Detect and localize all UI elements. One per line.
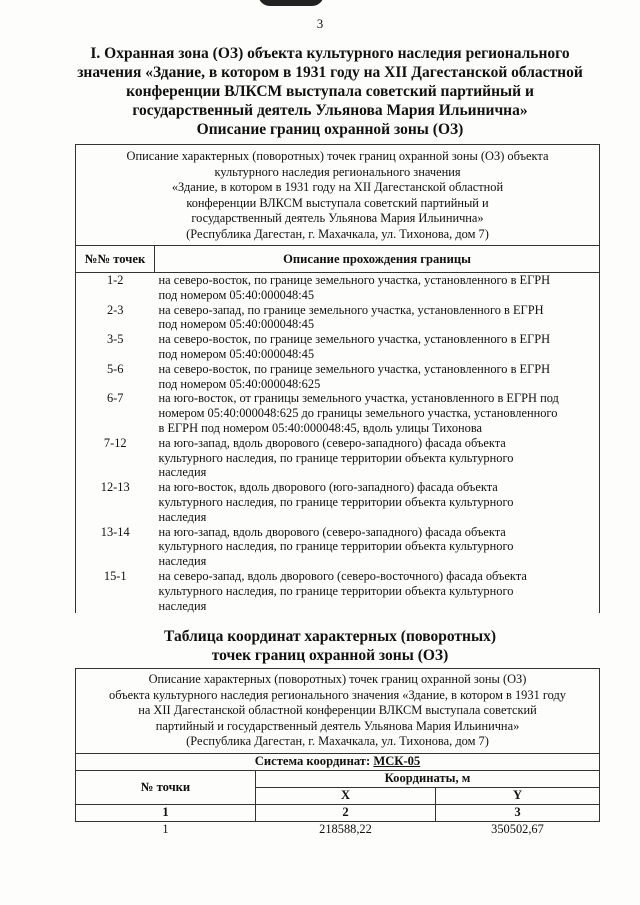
segment-description (155, 436, 600, 480)
description-line: на северо-запад, по границе земельного участка, установленного в ЕГРН (158, 302, 544, 317)
description-line: под номером 05:40:000048:45 (158, 346, 315, 361)
segment-description (155, 569, 600, 613)
coordinates-table (75, 668, 600, 837)
segment-description (155, 362, 600, 392)
column-header-coordinates: Координаты, м (256, 770, 600, 787)
description-line: под номером 05:40:000048:45 (158, 287, 315, 302)
table-row (76, 273, 600, 303)
point-number: 1 (162, 821, 169, 836)
segment-description (155, 273, 600, 303)
table-row (76, 569, 600, 613)
table1-header-line: Описание характерных (поворотных) точек границ охранной зоны (ОЗ) объекта (126, 149, 549, 163)
description-line: наследия (158, 598, 207, 613)
segment-points: 12-13 (100, 480, 130, 495)
title-line: значения «Здание, в котором в 1931 году на XII Дагестанской областной (77, 64, 583, 81)
column-number: 3 (436, 804, 600, 821)
segment-description (155, 480, 600, 524)
table2-header-line: объекта культурного наследия регионального значения «Здание, в котором в 1931 году (109, 687, 566, 702)
description-line: наследия (158, 509, 207, 524)
table1-header-line: государственный деятель Ульянова Мария Ильинична» (191, 211, 484, 225)
title-line: государственный деятель Ульянова Мария Ильинична» (132, 102, 528, 119)
coordinate-y: 350502,67 (491, 821, 544, 836)
table2-header-line: Описание характерных (поворотных) точек границ охранной зоны (ОЗ) (148, 672, 527, 686)
description-line: на юго-запад, вдоль дворового (северо-западного) фасада объекта (158, 435, 506, 450)
table1-header-line: «Здание, в котором в 1931 году на XII Дагестанской областной (171, 180, 504, 194)
page-number: 3 (316, 16, 324, 31)
table2-header-line: партийный и государственный деятель Ульянова Мария Ильинична» (155, 718, 520, 733)
table-row (76, 391, 600, 435)
table2-header-line: (Республика Дагестан, г. Махачкала, ул. Тихонова, дом 7) (186, 734, 489, 748)
description-line: наследия (158, 465, 207, 480)
table-row (76, 525, 600, 569)
description-line: на северо-восток, по границе земельного участка, установленного в ЕГРН (158, 361, 551, 376)
scan-artifact (258, 0, 324, 6)
segment-points: 1-2 (106, 273, 124, 287)
segment-points: 5-6 (106, 361, 124, 376)
section-title (60, 44, 600, 139)
title-line: I. Охранная зона (ОЗ) объекта культурного наследия регионального (90, 45, 570, 62)
subtitle-line: Таблица координат характерных (поворотных) (164, 628, 496, 645)
column-header-description: Описание прохождения границы (155, 246, 600, 273)
description-line: на юго-восток, вдоль дворового (юго-западного) фасада объекта (158, 480, 498, 495)
description-line: на северо-запад, вдоль дворового (северо-восточного) фасада объекта (158, 568, 527, 583)
segment-points: 15-1 (103, 568, 127, 583)
description-line: культурного наследия, по границе территории объекта культурного (158, 494, 514, 509)
table1-header-line: конференции ВЛКСМ выступала советский партийный и (186, 195, 489, 210)
boundary-description-table (75, 144, 600, 613)
description-line: культурного наследия, по границе территории объекта культурного (158, 539, 514, 554)
segment-points: 2-3 (106, 302, 124, 317)
description-line: культурного наследия, по границе территории объекта культурного (158, 583, 514, 598)
description-line: на юго-запад, вдоль дворового (северо-западного) фасада объекта (158, 524, 506, 539)
title-line: Описание границ охранной зоны (ОЗ) (196, 121, 464, 138)
title-line: конференции ВЛКСМ выступала советский партийный и (126, 83, 534, 100)
segment-points: 6-7 (106, 391, 124, 406)
description-line: на северо-восток, по границе земельного участка, установленного в ЕГРН (158, 332, 551, 347)
table-row (76, 303, 600, 333)
table2-header-line: на XII Дагестанской областной конференции ВЛКСМ выступала советский (138, 703, 537, 717)
segment-points: 3-5 (106, 332, 124, 347)
description-line: на северо-восток, по границе земельного участка, установленного в ЕГРН (158, 273, 551, 287)
table1-header-line: (Республика Дагестан, г. Махачкала, ул. Тихонова, дом 7) (186, 226, 489, 241)
table2-header (76, 669, 600, 754)
table1-header-line: культурного наследия регионального значения (214, 164, 461, 179)
description-line: под номером 05:40:000048:45 (158, 317, 315, 332)
description-line: под номером 05:40:000048:625 (158, 376, 321, 391)
segment-description (155, 303, 600, 333)
segment-description (155, 332, 600, 362)
segment-description (155, 391, 600, 435)
column-header-x: X (256, 787, 436, 804)
segment-description (155, 525, 600, 569)
segment-points: 13-14 (100, 524, 130, 539)
table-row (76, 436, 600, 480)
column-number: 1 (76, 804, 256, 821)
segment-points: 7-12 (103, 435, 127, 450)
subtitle-line: точек границ охранной зоны (ОЗ) (211, 647, 449, 664)
column-header-y: Y (436, 787, 600, 804)
column-number: 2 (256, 804, 436, 821)
table1-header (76, 145, 600, 246)
coordinate-system (76, 753, 600, 770)
table-row (76, 362, 600, 392)
description-line: в ЕГРН под номером 05:40:000048:45, вдоль улицы Тихонова (158, 420, 483, 435)
table-row (76, 332, 600, 362)
description-line: культурного наследия, по границе территории объекта культурного (158, 450, 514, 465)
coordinates-title (60, 627, 600, 665)
description-line: номером 05:40:000048:625 до границы земельного участка, установленного (158, 406, 558, 421)
column-header-points: №№ точек (76, 246, 155, 273)
column-header-point: № точки (76, 770, 256, 804)
coordinate-system-label: Система координат: (254, 754, 374, 768)
table-row (76, 821, 600, 837)
table-row (76, 480, 600, 524)
description-line: на юго-восток, от границы земельного участка, установленного в ЕГРН под (158, 391, 559, 406)
coordinate-system-value: МСК-05 (373, 754, 421, 768)
description-line: наследия (158, 554, 207, 569)
coordinate-x: 218588,22 (319, 821, 372, 836)
